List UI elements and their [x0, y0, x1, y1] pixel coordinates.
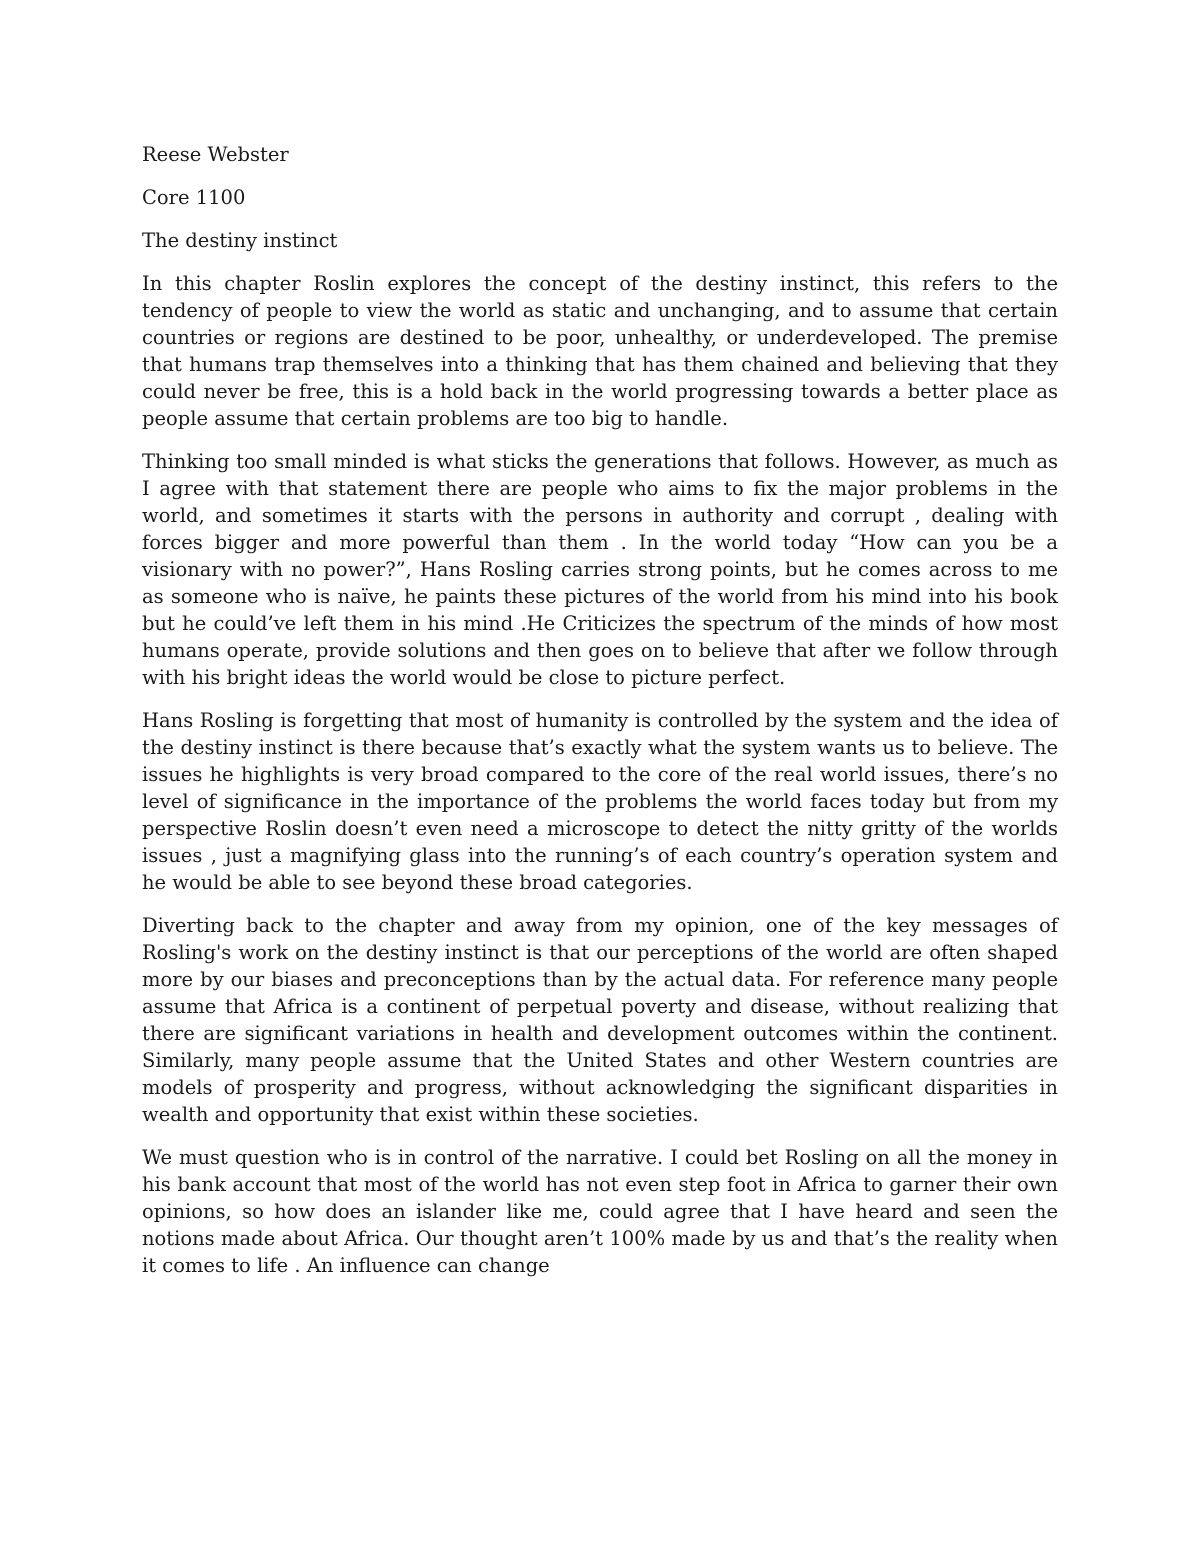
paragraph-4: Diverting back to the chapter and away from my opinion, one of the key messages of Rosling's work on the destiny instinct is that our perceptions of the world are often shaped more by our biases and preconceptions than by the actual data. For reference many people assume that Africa is a continent of perpetual poverty and disease, without realizing that there are significant variations in health and development outcomes within the continent. Similarly, many people assume that the United States and other Western countries are models of prosperity and progress, without acknowledging the significant disparities in wealth and opportunity that exist within these societies. — [142, 914, 1058, 1126]
course-name: Core 1100 — [142, 186, 246, 209]
paragraph-5: We must question who is in control of the narrative. I could bet Rosling on all the money in his bank account that most of the world has not even step foot in Africa to garner their own opinions, so how does an islander like me, could agree that I have heard and seen the notions made about Africa. Our thought aren’t 100% made by us and that’s the reality when it comes to life . An influence can change — [142, 1146, 1058, 1277]
paragraph-2: Thinking too small minded is what sticks the generations that follows. However, as much as I agree with that statement there are people who aims to fix the major problems in the world, and sometimes it starts with the persons in authority and corrupt , dealing with forces bigger and more powerful than them . In the world today “How can you be a visionary with no power?”, Hans Rosling carries strong points, but he comes across to me as someone who is naïve, he paints these pictures of the world from his mind into his book but he could’ve left them in his mind .He Criticizes the spectrum of the minds of how most humans operate, provide solutions and then goes on to believe that after we follow through with his bright ideas the world would be close to picture perfect. — [142, 450, 1058, 689]
document-body — [142, 141, 1058, 1279]
paragraph-1: In this chapter Roslin explores the concept of the destiny instinct, this refers to the tendency of people to view the world as static and unchanging, and to assume that certain countries or regions are destined to be poor, unhealthy, or underdeveloped. The premise that humans trap themselves into a thinking that has them chained and believing that they could never be free, this is a hold back in the world progressing towards a better place as people assume that certain problems are too big to handle. — [142, 272, 1058, 430]
paragraph-3: Hans Rosling is forgetting that most of humanity is controlled by the system and the idea of the destiny instinct is there because that’s exactly what the system wants us to believe. The issues he highlights is very broad compared to the core of the real world issues, there’s no level of significance in the importance of the problems the world faces today but from my perspective Roslin doesn’t even need a microscope to detect the nitty gritty of the worlds issues , just a magnifying glass into the running’s of each country’s operation system and he would be able to see beyond these broad categories. — [142, 709, 1058, 894]
essay-title: The destiny instinct — [142, 229, 338, 252]
author-name: Reese Webster — [142, 143, 289, 166]
